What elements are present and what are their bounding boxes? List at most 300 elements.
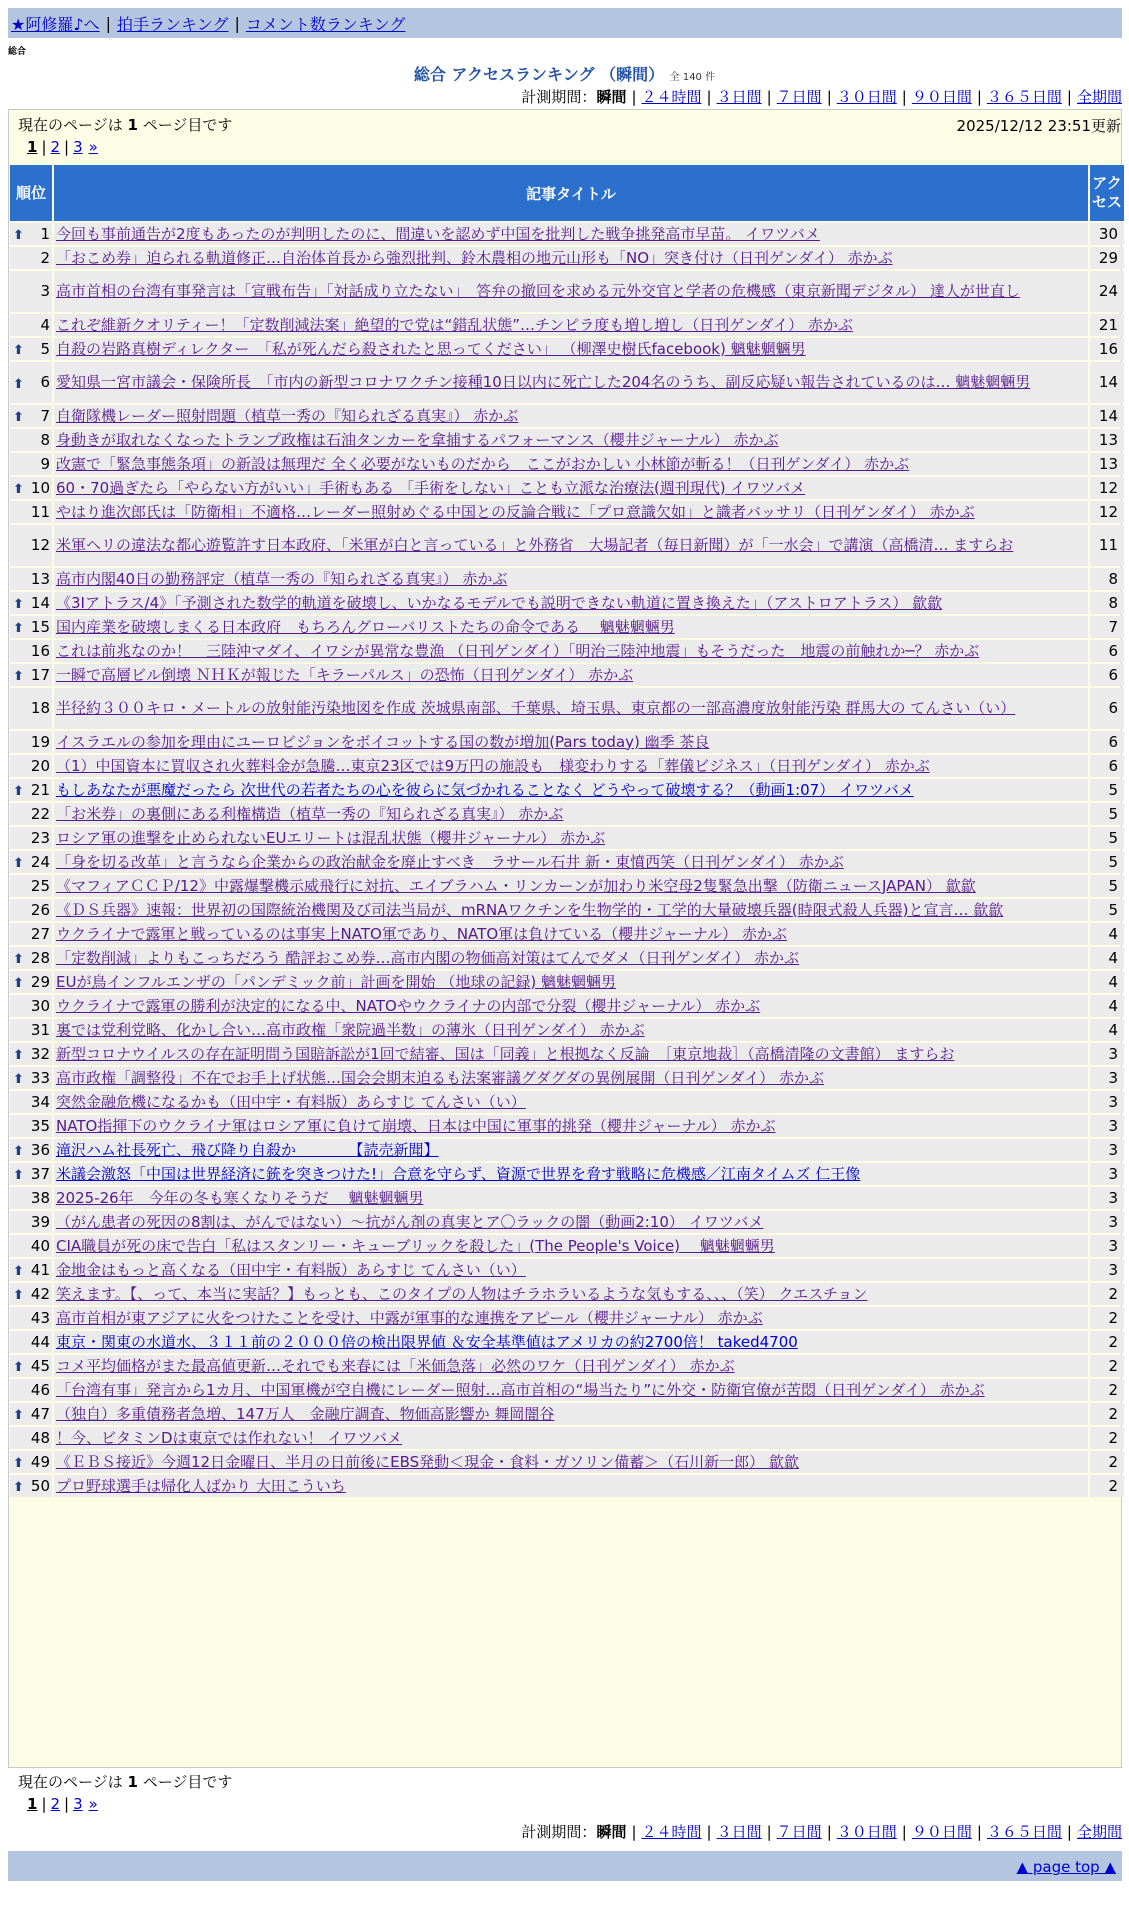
period-selector-bottom	[521, 1821, 1122, 1842]
rank-cell	[10, 1019, 52, 1041]
period-separator: |	[826, 88, 832, 106]
title-cell	[54, 640, 1088, 662]
pager-link[interactable]: 3	[73, 1795, 83, 1813]
article-title-link[interactable]: 新型コロナウイルスの存在証明問う国賠訴訟が1回で結審、国は「同義」と根拠なく反論 ［東京地裁］（高橋清隆の文書館） ますらお	[56, 1044, 955, 1063]
title-cell	[54, 947, 1088, 969]
rank-cell	[10, 1115, 52, 1137]
period-separator: |	[976, 88, 982, 106]
total-count: 全 140 件	[669, 72, 716, 83]
access-count: 6	[1090, 731, 1124, 753]
article-title-link[interactable]: 半径約３００キロ・メートルの放射能汚染地図を作成 茨城県南部、千葉県、埼玉県、東京都の一部高濃度放射能汚染 群馬大の てんさい（い）	[56, 699, 1016, 717]
rank-number: 34	[30, 1092, 50, 1111]
page-info-top: 現在のページは 1 ページ目です	[18, 116, 233, 134]
rank-cell	[10, 688, 52, 729]
title-cell	[54, 1043, 1088, 1065]
article-title-link[interactable]: 「定数削減」よりもこっちだろう 酷評おこめ券…高市内閣の物価高対策はてんでダメ（日刊ゲンダイ） 赤かぶ	[56, 948, 800, 967]
rank-cell	[10, 1187, 52, 1209]
article-title-link[interactable]: 「台湾有事」発言から1カ月、中国軍機が空自機にレーダー照射…高市首相の“場当たり”に外交・防衛官僚が苦悶（日刊ゲンダイ） 赤かぶ	[56, 1380, 985, 1399]
access-count: 21	[1090, 314, 1124, 336]
title-cell	[54, 1139, 1088, 1161]
article-title-link[interactable]: 滝沢ハム社長死亡、飛び降り自殺か 【読売新聞】	[56, 1140, 439, 1159]
title-cell	[54, 1355, 1088, 1377]
rank-cell	[10, 501, 52, 523]
period-link[interactable]: ３６５日間	[986, 88, 1062, 106]
table-row	[10, 1475, 1124, 1497]
article-title-link[interactable]: 米議会激怒「中国は世界経済に銃を突きつけた!」合意を守らず、資源で世界を脅す戦略に危機感／江南タイムズ 仁王像	[56, 1164, 861, 1183]
access-count: 2	[1090, 1283, 1124, 1305]
access-count: 4	[1090, 923, 1124, 945]
access-count: 2	[1090, 1331, 1124, 1353]
rank-up-arrow-icon: ⬆	[13, 1144, 24, 1159]
table-row	[10, 1187, 1124, 1209]
title-cell	[54, 1259, 1088, 1281]
title-cell	[54, 568, 1088, 590]
table-row	[10, 1451, 1124, 1473]
rank-up-arrow-icon: ⬆	[13, 1288, 24, 1303]
rank-number: 6	[40, 373, 50, 391]
article-title-link[interactable]: これぞ維新クオリティー！「定数削減法案」絶望的で党は“錯乱状態”…チンピラ度も増し増し（日刊ゲンダイ） 赤かぶ	[56, 315, 853, 334]
rank-number: 22	[30, 804, 50, 823]
access-count: 4	[1090, 947, 1124, 969]
title-cell	[54, 1019, 1088, 1041]
table-row	[10, 1211, 1124, 1233]
article-title-link[interactable]: （独自）多重債務者急増、147万人 金融庁調査、物価高影響か 舞岡闇谷	[56, 1404, 555, 1423]
article-title-link[interactable]: 高市政権「調整役」不在でお手上げ状態…国会会期末迫るも法案審議グダグダの異例展開（日刊ゲンダイ） 赤かぶ	[56, 1068, 824, 1087]
access-count: 3	[1090, 1211, 1124, 1233]
article-title-link[interactable]: 一瞬で高層ビル倒壊 ＮＨＫが報じた「キラーパルス」の恐怖（日刊ゲンダイ） 赤かぶ	[56, 665, 634, 684]
table-row	[10, 1019, 1124, 1041]
table-row	[10, 827, 1124, 849]
rank-cell	[10, 592, 52, 614]
rank-up-arrow-icon: ⬆	[13, 1264, 24, 1279]
rank-number: 30	[30, 996, 50, 1015]
table-row	[10, 1259, 1124, 1281]
access-count: 4	[1090, 971, 1124, 993]
rank-cell	[10, 827, 52, 849]
article-title-link[interactable]: 「お米券」の裏側にある利権構造（植草一秀の『知られざる真実』） 赤かぶ	[56, 804, 564, 823]
title-cell	[54, 1379, 1088, 1401]
article-title-link[interactable]: 高市首相が東アジアに火をつけたことを受け、中露が軍事的な連携をアピール（櫻井ジャーナル） 赤かぶ	[56, 1308, 763, 1327]
article-title-link[interactable]: 東京・関東の水道水、３１１前の２０００倍の検出限界値 ＆安全基準値はアメリカの約2700倍！ taked4700	[56, 1332, 798, 1351]
access-count: 2	[1090, 1307, 1124, 1329]
article-title-link[interactable]: 《ＥＢＳ接近》今週12日金曜日、半月の日前後にEBS発動＜現金・食料・ガソリン備蓄＞（石川新一郎） 歙歙	[56, 1452, 799, 1471]
access-count: 13	[1090, 453, 1124, 475]
rank-number: 15	[30, 617, 50, 636]
table-row	[10, 1235, 1124, 1257]
article-title-link[interactable]: プロ野球選手は帰化人ばかり 大田こういち	[56, 1476, 346, 1495]
rank-up-arrow-icon: ⬆	[13, 1168, 24, 1183]
pager-next[interactable]: »	[88, 1795, 98, 1813]
table-row	[10, 640, 1124, 662]
title-cell	[54, 247, 1088, 269]
rank-cell	[10, 851, 52, 873]
pager-top	[27, 138, 98, 156]
access-count: 5	[1090, 875, 1124, 897]
title-cell	[54, 779, 1088, 801]
table-row	[10, 247, 1124, 269]
article-title-link[interactable]: 米軍ヘリの違法な都心遊覧許す日本政府、「米軍が白と言っている」と外務省 大場記者（毎日新聞）が「一水会」で講演（高橋清… ますらお	[56, 536, 1014, 554]
rank-cell	[10, 271, 52, 312]
rank-up-arrow-icon: ⬆	[13, 784, 24, 799]
ranking-table	[8, 163, 1126, 1499]
table-row	[10, 971, 1124, 993]
table-row	[10, 1331, 1124, 1353]
rank-cell	[10, 1235, 52, 1257]
article-title-link[interactable]: やはり進次郎氏は「防衛相」不適格…レーダー照射めぐる中国との反論合戦に「プロ意識欠如」と識者バッサリ（日刊ゲンダイ） 赤かぶ	[56, 502, 975, 521]
article-title-link[interactable]: 自衛隊機レーダー照射問題（植草一秀の『知られざる真実』） 赤かぶ	[56, 406, 519, 425]
rank-up-arrow-icon: ⬆	[13, 621, 24, 636]
rank-up-arrow-icon: ⬆	[13, 1456, 24, 1471]
access-count: 8	[1090, 568, 1124, 590]
rank-number: 16	[30, 641, 50, 660]
rank-cell	[10, 1427, 52, 1449]
col-rank-header: 順位	[10, 165, 52, 221]
table-row	[10, 875, 1124, 897]
rank-number: 11	[30, 502, 50, 521]
article-title-link[interactable]: 《3Iアトラス/4》「予測された数学的軌道を破壊し、いかなるモデルでも説明できない軌道に置き換えた」（アストロアトラス） 歙歙	[56, 593, 943, 612]
access-count: 5	[1090, 851, 1124, 873]
access-count: 2	[1090, 1403, 1124, 1425]
period-separator: |	[766, 88, 772, 106]
access-count: 2	[1090, 1355, 1124, 1377]
access-count: 24	[1090, 271, 1124, 312]
access-count: 3	[1090, 1115, 1124, 1137]
table-row	[10, 477, 1124, 499]
title-cell	[54, 477, 1088, 499]
rank-number: 33	[30, 1068, 50, 1087]
rank-cell	[10, 568, 52, 590]
article-title-link[interactable]: 裏では党利党略、化かし合い…高市政権「衆院過半数」の薄氷（日刊ゲンダイ） 赤かぶ	[56, 1020, 645, 1039]
rank-cell	[10, 1139, 52, 1161]
rank-cell	[10, 1067, 52, 1089]
article-title-link[interactable]: 高市首相の台湾有事発言は「宣戦布告」「対話成り立たない」 答弁の撤回を求める元外交官と学者の危機感（東京新聞デジタル） 達人が世直し	[56, 282, 1020, 300]
rank-number: 50	[30, 1476, 50, 1495]
article-title-link[interactable]: 改憲で「緊急事態条項」の新設は無理だ 全く必要がないものだから ここがおかしい 小林節が斬る！（日刊ゲンダイ） 赤かぶ	[56, 454, 910, 473]
pager-current: 1	[27, 138, 38, 156]
table-row	[10, 525, 1124, 566]
bottom-bar	[8, 1851, 1122, 1881]
table-row	[10, 429, 1124, 451]
rank-number: 5	[40, 339, 50, 358]
table-row	[10, 223, 1124, 245]
rank-cell	[10, 362, 52, 403]
article-title-link[interactable]: 金地金はもっと高くなる（田中宇・有料版）あらすじ てんさい（い）	[56, 1260, 526, 1279]
rank-cell	[10, 923, 52, 945]
rank-cell	[10, 314, 52, 336]
rank-cell	[10, 616, 52, 638]
title-cell	[54, 453, 1088, 475]
period-separator: |	[826, 1823, 832, 1841]
rank-number: 44	[30, 1332, 50, 1351]
article-title-link[interactable]: ロシア軍の進撃を止められないEUエリートは混乱状態（櫻井ジャーナル） 赤かぶ	[56, 828, 606, 847]
title-cell	[54, 501, 1088, 523]
access-count: 3	[1090, 1163, 1124, 1185]
title-cell	[54, 1187, 1088, 1209]
title-cell	[54, 1475, 1088, 1497]
table-row	[10, 1307, 1124, 1329]
rank-up-arrow-icon: ⬆	[13, 1408, 24, 1423]
rank-number: 43	[30, 1308, 50, 1327]
rank-number: 17	[30, 665, 50, 684]
rank-up-arrow-icon: ⬆	[13, 228, 24, 243]
article-title-link[interactable]: ウクライナで露軍の勝利が決定的になる中、NATOやウクライナの内部で分裂（櫻井ジャーナル） 赤かぶ	[56, 996, 761, 1015]
rank-number: 25	[30, 876, 50, 895]
article-title-link[interactable]: イスラエルの参加を理由にユーロビジョンをボイコットする国の数が増加(Pars today) 幽季 茶良	[56, 732, 710, 751]
rank-up-arrow-icon: ⬆	[13, 482, 24, 497]
access-count: 3	[1090, 1187, 1124, 1209]
access-count: 7	[1090, 616, 1124, 638]
rank-up-arrow-icon: ⬆	[13, 597, 24, 612]
period-selector-top	[521, 86, 1122, 107]
article-title-link[interactable]: 60・70過ぎたら「やらない方がいい」手術もある 「手術をしない」ことも立派な治療法(週刊現代) イワツバメ	[56, 478, 806, 497]
table-row	[10, 755, 1124, 777]
nav-separator: |	[105, 13, 111, 33]
access-count: 6	[1090, 640, 1124, 662]
period-link[interactable]: ９０日間	[911, 88, 972, 106]
rank-cell	[10, 429, 52, 451]
rank-number: 23	[30, 828, 50, 847]
title-cell	[54, 1331, 1088, 1353]
article-title-link[interactable]: 2025-26年 今年の冬も寒くなりそうだ 魑魅魍魎男	[56, 1188, 424, 1207]
rank-cell	[10, 1043, 52, 1065]
home-link[interactable]: ★阿修羅♪へ	[11, 14, 100, 34]
rank-cell	[10, 1259, 52, 1281]
rank-cell	[10, 947, 52, 969]
access-count: 11	[1090, 525, 1124, 566]
period-label: 計測期間：	[521, 1823, 597, 1841]
article-title-link[interactable]: 《マフィアＣＣＰ/12》中露爆撃機示威飛行に対抗、エイブラハム・リンカーンが加わり米空母2隻緊急出撃（防衛ニュースJAPAN） 歙歙	[56, 876, 976, 895]
title-cell	[54, 1403, 1088, 1425]
rank-number: 37	[30, 1164, 50, 1183]
rank-number: 31	[30, 1020, 50, 1039]
access-count: 14	[1090, 405, 1124, 427]
table-row	[10, 851, 1124, 873]
pager-link[interactable]: 2	[50, 1795, 61, 1813]
article-title-link[interactable]: ウクライナで露軍と戦っているのは事実上NATO軍であり、NATO軍は負けている（櫻井ジャーナル） 赤かぶ	[56, 924, 787, 943]
table-row	[10, 1067, 1124, 1089]
access-count: 4	[1090, 995, 1124, 1017]
period-separator: |	[766, 1823, 772, 1841]
rank-cell	[10, 1211, 52, 1233]
page-top-link[interactable]: ▲ page top ▲	[1016, 1858, 1116, 1876]
table-row	[10, 803, 1124, 825]
article-title-link[interactable]: もしあなたが悪魔だったら 次世代の若者たちの心を彼らに気づかれることなく どうやって破壊する？（動画1:07） イワツバメ	[56, 780, 914, 799]
access-count: 3	[1090, 1067, 1124, 1089]
access-count: 6	[1090, 755, 1124, 777]
table-row	[10, 1379, 1124, 1401]
rank-up-arrow-icon: ⬆	[13, 1048, 24, 1063]
rank-number: 49	[30, 1452, 50, 1471]
pager-bottom	[27, 1795, 98, 1813]
pager-separator: |	[64, 1795, 70, 1813]
pager-link[interactable]: 2	[50, 138, 61, 156]
ranking-title: 総合 アクセスランキング （瞬間）	[413, 65, 665, 84]
article-title-link[interactable]: （1）中国資本に買収され火葬料金が急騰…東京23区では9万円の施設も 様変わりする「葬儀ビジネス」（日刊ゲンダイ） 赤かぶ	[56, 756, 930, 775]
access-count: 3	[1090, 1235, 1124, 1257]
article-title-link[interactable]: 《ＤＳ兵器》速報：世界初の国際統治機関及び司法当局が、mRNAワクチンを生物学的・工学的大量破壊兵器(時限式殺人兵器)と宣言… 歙歙	[56, 900, 1004, 919]
rank-number: 29	[30, 972, 50, 991]
rank-cell	[10, 899, 52, 921]
period-link[interactable]: ３６５日間	[986, 1823, 1062, 1841]
rank-number: 24	[30, 852, 50, 871]
access-count: 3	[1090, 1139, 1124, 1161]
title-cell	[54, 731, 1088, 753]
article-title-link[interactable]: EUが鳥インフルエンザの「パンデミック前」計画を開始 （地球の記録) 魑魅魍魎男	[56, 972, 616, 991]
period-link[interactable]: 全期間	[1076, 1823, 1122, 1841]
rank-number: 12	[30, 536, 50, 554]
rank-number: 40	[30, 1236, 50, 1255]
period-link[interactable]: ２４時間	[641, 88, 702, 106]
rank-number: 13	[30, 569, 50, 588]
rank-cell	[10, 640, 52, 662]
rank-number: 48	[30, 1428, 50, 1447]
period-link[interactable]: ７日間	[776, 1823, 822, 1841]
title-cell	[54, 271, 1088, 312]
title-cell	[54, 525, 1088, 566]
access-count: 3	[1090, 1259, 1124, 1281]
rank-number: 7	[40, 406, 50, 425]
period-current: 瞬間	[596, 1823, 627, 1841]
period-link[interactable]: ３０日間	[836, 1823, 897, 1841]
table-row	[10, 362, 1124, 403]
article-title-link[interactable]: ！今、ビタミンDは東京では作れない！ イワツバメ	[56, 1428, 403, 1447]
rank-up-arrow-icon: ⬆	[13, 976, 24, 991]
rank-up-arrow-icon: ⬆	[13, 1072, 24, 1087]
rank-cell	[10, 223, 52, 245]
article-title-link[interactable]: 自殺の岩路真樹ディレクター 「私が死んだら殺されたと思ってください」 （柳澤史樹氏facebook) 魑魅魍魎男	[56, 339, 806, 358]
rank-cell	[10, 1091, 52, 1113]
access-count: 3	[1090, 1091, 1124, 1113]
access-count: 2	[1090, 1427, 1124, 1449]
rank-up-arrow-icon: ⬆	[13, 410, 24, 425]
access-count: 5	[1090, 899, 1124, 921]
article-title-link[interactable]: 「おこめ券」迫られる軌道修正…自治体首長から強烈批判、鈴木農相の地元山形も「NO」突き付け（日刊ゲンダイ） 赤かぶ	[56, 248, 893, 267]
access-count: 4	[1090, 1019, 1124, 1041]
period-link[interactable]: ９０日間	[911, 1823, 972, 1841]
title-cell	[54, 592, 1088, 614]
updated-timestamp: 2025/12/12 23:51更新	[956, 117, 1121, 135]
title-cell	[54, 223, 1088, 245]
rank-cell	[10, 405, 52, 427]
rank-cell	[10, 664, 52, 686]
article-title-link[interactable]: 今回も事前通告が2度もあったのが判明したのに、間違いを認めず中国を批判した戦争挑発高市早苗。 イワツバメ	[56, 224, 820, 243]
pager-next[interactable]: »	[88, 138, 98, 156]
table-row	[10, 1139, 1124, 1161]
article-title-link[interactable]: 国内産業を破壊しまくる日本政府 もちろんグローバリストたちの命令である 魑魅魍魎男	[56, 617, 675, 636]
title-cell	[54, 755, 1088, 777]
period-link[interactable]: ３０日間	[836, 88, 897, 106]
article-title-link[interactable]: NATO指揮下のウクライナ軍はロシア軍に負けて崩壊、日本は中国に軍事的挑発（櫻井ジャーナル） 赤かぶ	[56, 1116, 776, 1135]
article-title-link[interactable]: コメ平均価格がまた最高値更新…それでも来春には「米価急落」必然のワケ（日刊ゲンダイ） 赤かぶ	[56, 1356, 735, 1375]
title-cell	[54, 1307, 1088, 1329]
comment-ranking-link[interactable]: コメント数ランキング	[245, 14, 406, 34]
article-title-link[interactable]: 笑えます。【、って、本当に実話？】もっとも、このタイプの人物はチラホラいるような気もする、、、（笑） クエスチョン	[56, 1284, 868, 1303]
table-row	[10, 568, 1124, 590]
access-count: 2	[1090, 1475, 1124, 1497]
rank-cell	[10, 453, 52, 475]
title-cell	[54, 688, 1088, 729]
rank-cell	[10, 477, 52, 499]
rank-number: 18	[30, 699, 50, 717]
title-cell	[54, 405, 1088, 427]
period-label: 計測期間：	[521, 88, 597, 106]
rank-number: 38	[30, 1188, 50, 1207]
article-title-link[interactable]: 身動きが取れなくなったトランプ政権は石油タンカーを拿捕するパフォーマンス（櫻井ジャーナル） 赤かぶ	[56, 430, 779, 449]
rank-cell	[10, 1283, 52, 1305]
rank-cell	[10, 338, 52, 360]
table-row	[10, 616, 1124, 638]
pager-link[interactable]: 3	[73, 138, 83, 156]
access-count: 12	[1090, 501, 1124, 523]
rank-number: 20	[30, 756, 50, 775]
access-count: 3	[1090, 1043, 1124, 1065]
rank-cell	[10, 1307, 52, 1329]
article-title-link[interactable]: 「身を切る改革」と言うなら企業からの政治献金を廃止すべき ラサール石井 新・東憤西笑（日刊ゲンダイ） 赤かぶ	[56, 852, 844, 871]
access-count: 6	[1090, 664, 1124, 686]
article-title-link[interactable]: 愛知県一宮市議会・保険所長 「市内の新型コロナワクチン接種10日以内に死亡した204名のうち、副反応疑い報告されているのは… 魑魅魍魎男	[56, 373, 1031, 391]
rank-up-arrow-icon: ⬆	[13, 1480, 24, 1495]
access-count: 2	[1090, 1451, 1124, 1473]
period-separator: |	[706, 88, 712, 106]
pager-separator: |	[41, 138, 47, 156]
access-count: 12	[1090, 477, 1124, 499]
period-separator: |	[631, 1823, 637, 1841]
table-row	[10, 1355, 1124, 1377]
table-row	[10, 688, 1124, 729]
period-link[interactable]: ７日間	[776, 88, 822, 106]
rank-up-arrow-icon: ⬆	[13, 952, 24, 967]
rank-number: 32	[30, 1044, 50, 1063]
rank-number: 39	[30, 1212, 50, 1231]
article-title-link[interactable]: 高市内閣40日の勤務評定（植草一秀の『知られざる真実』） 赤かぶ	[56, 569, 508, 588]
period-link[interactable]: ３日間	[716, 1823, 762, 1841]
applause-ranking-link[interactable]: 拍手ランキング	[116, 14, 229, 34]
period-separator: |	[1066, 88, 1072, 106]
table-header-row	[10, 165, 1124, 221]
col-title-header: 記事タイトル	[54, 165, 1088, 221]
rank-up-arrow-icon: ⬆	[13, 343, 24, 358]
article-title-link[interactable]: CIA職員が死の床で告白「私はスタンリー・キューブリックを殺した」(The People's Voice) 魑魅魍魎男	[56, 1236, 775, 1255]
rank-number: 1	[40, 224, 50, 243]
rank-cell	[10, 1475, 52, 1497]
period-link[interactable]: ２４時間	[641, 1823, 702, 1841]
table-row	[10, 899, 1124, 921]
rank-cell	[10, 1355, 52, 1377]
title-cell	[54, 1235, 1088, 1257]
table-row	[10, 1163, 1124, 1185]
article-title-link[interactable]: 突然金融危機になるかも（田中宇・有料版）あらすじ てんさい（い）	[56, 1092, 526, 1111]
table-row	[10, 1043, 1124, 1065]
table-row	[10, 501, 1124, 523]
rank-cell	[10, 1451, 52, 1473]
rank-cell	[10, 779, 52, 801]
pager-separator: |	[41, 1795, 47, 1813]
rank-number: 14	[30, 593, 50, 612]
page-title	[0, 62, 1129, 85]
table-row	[10, 947, 1124, 969]
period-separator: |	[706, 1823, 712, 1841]
rank-number: 4	[40, 315, 50, 334]
title-cell	[54, 995, 1088, 1017]
period-link[interactable]: ３日間	[716, 88, 762, 106]
article-title-link[interactable]: これは前兆なのか！ 三陸沖マダイ、イワシが異常な豊漁 （日刊ゲンダイ）「明治三陸沖地震」もそうだった 地震の前触れか─？ 赤かぶ	[56, 641, 980, 660]
access-count: 8	[1090, 592, 1124, 614]
rank-cell	[10, 731, 52, 753]
period-link[interactable]: 全期間	[1076, 88, 1122, 106]
rank-number: 2	[40, 248, 50, 267]
title-cell	[54, 362, 1088, 403]
article-title-link[interactable]: （がん患者の死因の8割は、がんではない）～抗がん剤の真実とア〇ラックの闇（動画2:10） イワツバメ	[56, 1212, 764, 1231]
